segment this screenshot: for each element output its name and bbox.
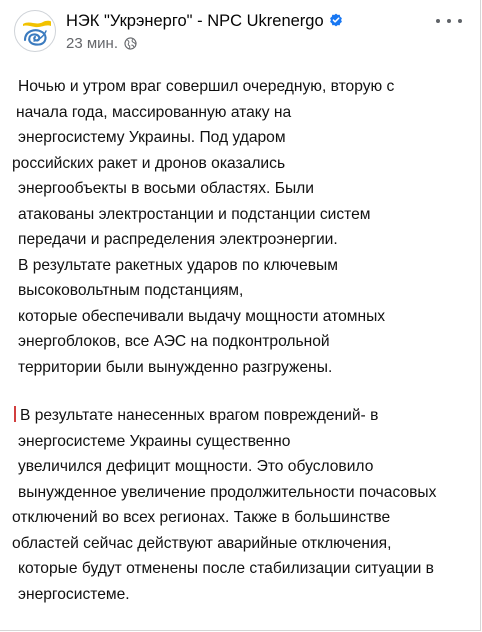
author-block	[66, 12, 343, 52]
text-line: областей сейчас действуют аварийные отключения,	[12, 534, 392, 552]
text-line: передачи и распределения электроэнергии.	[18, 231, 338, 248]
text-line: высоковольтным подстанциям,	[18, 282, 244, 299]
page-name-text[interactable]: НЭК "Укрэнерго" - NPC Ukrenergo	[66, 12, 324, 30]
verified-check-icon	[329, 13, 343, 27]
text-line: вынужденное увеличение продолжительности почасовых	[18, 483, 437, 501]
text-line: которые будут отменены после стабилизации ситуации в	[18, 560, 434, 577]
paragraph-marker	[14, 406, 16, 422]
text-line: российских ракет и дронов оказались	[12, 154, 286, 172]
text-line: территории были вынужденно разгружены.	[18, 358, 333, 376]
text-line: Ночью и утром враг совершил очередную, вторую с	[18, 78, 395, 95]
text-line: отключений во всех регионах. Также в большинстве	[12, 509, 391, 526]
text-line: увеличился дефицит мощности. Это обусловило	[18, 458, 374, 475]
more-dot	[447, 19, 451, 23]
text-line: энергообъекты в восьми областях. Были	[18, 180, 314, 197]
text-line: начала года, массированную атаку на	[16, 103, 292, 121]
page-name[interactable]	[66, 12, 343, 31]
text-line: атакованы электростанции и подстанции систем	[18, 205, 371, 223]
page-avatar[interactable]	[14, 10, 56, 52]
ukrenergo-logo-icon	[15, 11, 56, 52]
post-time[interactable]: 23 мин.	[66, 35, 118, 52]
text-line-content: В результате нанесенных врагом повреждений- в	[20, 407, 379, 424]
text-line: энергоблоков, все АЭС на подконтрольной	[18, 333, 330, 350]
more-options-icon[interactable]	[436, 12, 462, 30]
post-text	[12, 74, 470, 607]
more-dot	[436, 19, 440, 23]
globe-icon[interactable]	[124, 37, 137, 50]
text-line	[12, 403, 470, 429]
post-paragraph-2	[12, 403, 470, 607]
text-line: энергосистеме.	[18, 585, 130, 603]
text-line: энергосистему Украины. Под ударом	[18, 129, 286, 146]
more-dot	[458, 19, 462, 23]
post-meta	[66, 35, 343, 52]
post-paragraph-1	[12, 74, 470, 380]
text-line: энергосистеме Украины существенно	[18, 432, 291, 450]
text-line: которые обеспечивали выдачу мощности атомных	[18, 307, 386, 325]
text-line: В результате ракетных ударов по ключевым	[18, 256, 338, 274]
post-header	[14, 8, 472, 64]
